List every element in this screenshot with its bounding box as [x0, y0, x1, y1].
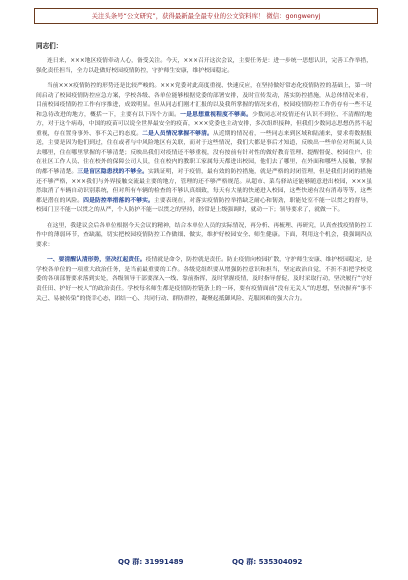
qq-group-2: QQ 群: 535304092 — [232, 558, 303, 566]
paragraph — [36, 82, 372, 216]
highlight-text: 四是防控举措落的不够实。 — [83, 197, 154, 204]
body-text: 从近期的情况看，一些同志来到区域和陆浦来，要求将数据报送，主要是因为他们到过，住在或者与中风险地区有关联，而对于这些情况，我们大都是事后才知道，反映出一些单位对所属人员去哪里，住在哪里掌握的不够清楚；反映出我们对疫情还不够重视，没有按前有针对性的做好教育管理、提醒督促、校园住户、住在社区工作人员、住在校外的保障公司人员，住在校内的教职工家属每天都进出校园，他们去了哪里，在外面和哪些人接触，掌握的都不够清楚。 — [36, 130, 372, 176]
qq-group-1: QQ 群: 31991489 — [118, 558, 184, 566]
body-text: 疫情就是命令，防控就是责任。防止疫情向校园扩散，守护师生安康、维护校园稳定，是学校各单位的一项重大政治任务，是当前最重要的工作。各级党组织要从增强防控意识和担当，坚定政治自觉，不折不扣把学校党委的各项部署要求落到实处，各级领导干部要深入一线、靠前指挥，及时掌握疫情，及时指导督促，及时采取行动，坚决履行“守好责任田、护好一校人”的政治责任。学校每名师生都是疫情防控链条上的一环，要有疫情面前“没有无关人”的思想，坚决摒弃“事不关己、易被传染”的侥幸心态，团结一心、共同行动、群防群控，凝聚起抵御风险、克服困难的强大合力。 — [36, 257, 372, 302]
paragraph — [36, 256, 372, 304]
highlight-text: 二是人员情况掌握不够清。 — [142, 130, 213, 137]
paragraph — [36, 222, 372, 251]
body-text: 连日来，×××地区疫情牵动人心，备受关注。今天，×××召开这次会议，主要任务是：进一步统一思想认识，完善工作举措，强化责任担当，全力以赴做好校园疫情防控，守护师生安康，维护校园稳定。 — [36, 58, 372, 74]
highlight-text: 一是思想重视程度不够高。 — [180, 111, 253, 118]
body-text: 在这里，我建议会后各单位根据今天会议的精神，结合本单位人员的实际情况，再分析、再梳理、再研究，认真查找疫情防控工作中的薄弱环节，查缺漏，切实把校园疫情防控工作做细、做实，维护好校园安全、师生健康。下面，利用这个机会，我强调四点要求： — [36, 222, 372, 248]
highlight-text: 一、要清醒认清形势，坚决扛起责任。 — [47, 257, 146, 264]
greeting: 同志们： — [36, 42, 63, 50]
body-text: 实践证明，对于疫情，最有效的防控措施，就是严格的封闭管理，但是我们封闭的措施还不够严格，×××我们与外界接触交流最主要的地方，管理的还不够严格规范。从超市、菜鸟驿站还能够随意进出校园，×××虽然取消了车辆自动识别系统，但对所有车辆的检查的不够认真细致，每天有大量的快递进入校园，这些快递有没有消毒等等，这些都是潜在的风险。 — [36, 169, 372, 204]
paragraph — [36, 57, 372, 76]
paragraph-list — [36, 57, 372, 304]
body-text: 主要表现在，对落实疫情防控举措缺乏耐心和韧劲，职能处室不能一以贯之的督导，校园门卫不能一以贯之的从严，个人防护不能一以贯之的坚持，经常是上级强调时，就动一下；领导要求了，就做一下。 — [36, 197, 372, 214]
highlight-text: 三是盲区隐患找的不够全。 — [77, 169, 149, 176]
body-text: 当前×××疫情防控的形势还是比较严峻的。×××党委对此高度重视、快速反应，在坚持做好常态化疫情防控的基础上，第一时间启动了校园疫情防控应急方案，学校各级、各单位能够根据党委的部署安排，及时宣传发动，落实防控措施，从总体情况来看，目前校园疫情防控工作有序推进，成效明显。但从同志们刚才汇报的以及我所掌握的情况来看，校园疫情防控工作仍存有一些不足和急待改进的地方，概括一下，主要有以下四个方面。 — [36, 83, 372, 118]
document-body — [36, 40, 372, 550]
body-text: 少数同志对疫情还有认识不到位、不清醒的地方，对于这个病毒，中国的疫苗可以说全世界最安全的疫苗，×××党委也主动安排，多次组织接种，但我们少数同志思想仍然不起重视，存在置身事外、事不关己的态度。 — [36, 111, 372, 137]
footer — [0, 557, 408, 571]
header-banner: 关注头条号“公文研究”，获得最新最全最专业的公文资料库！ 微信：gongwenyj — [34, 8, 378, 24]
